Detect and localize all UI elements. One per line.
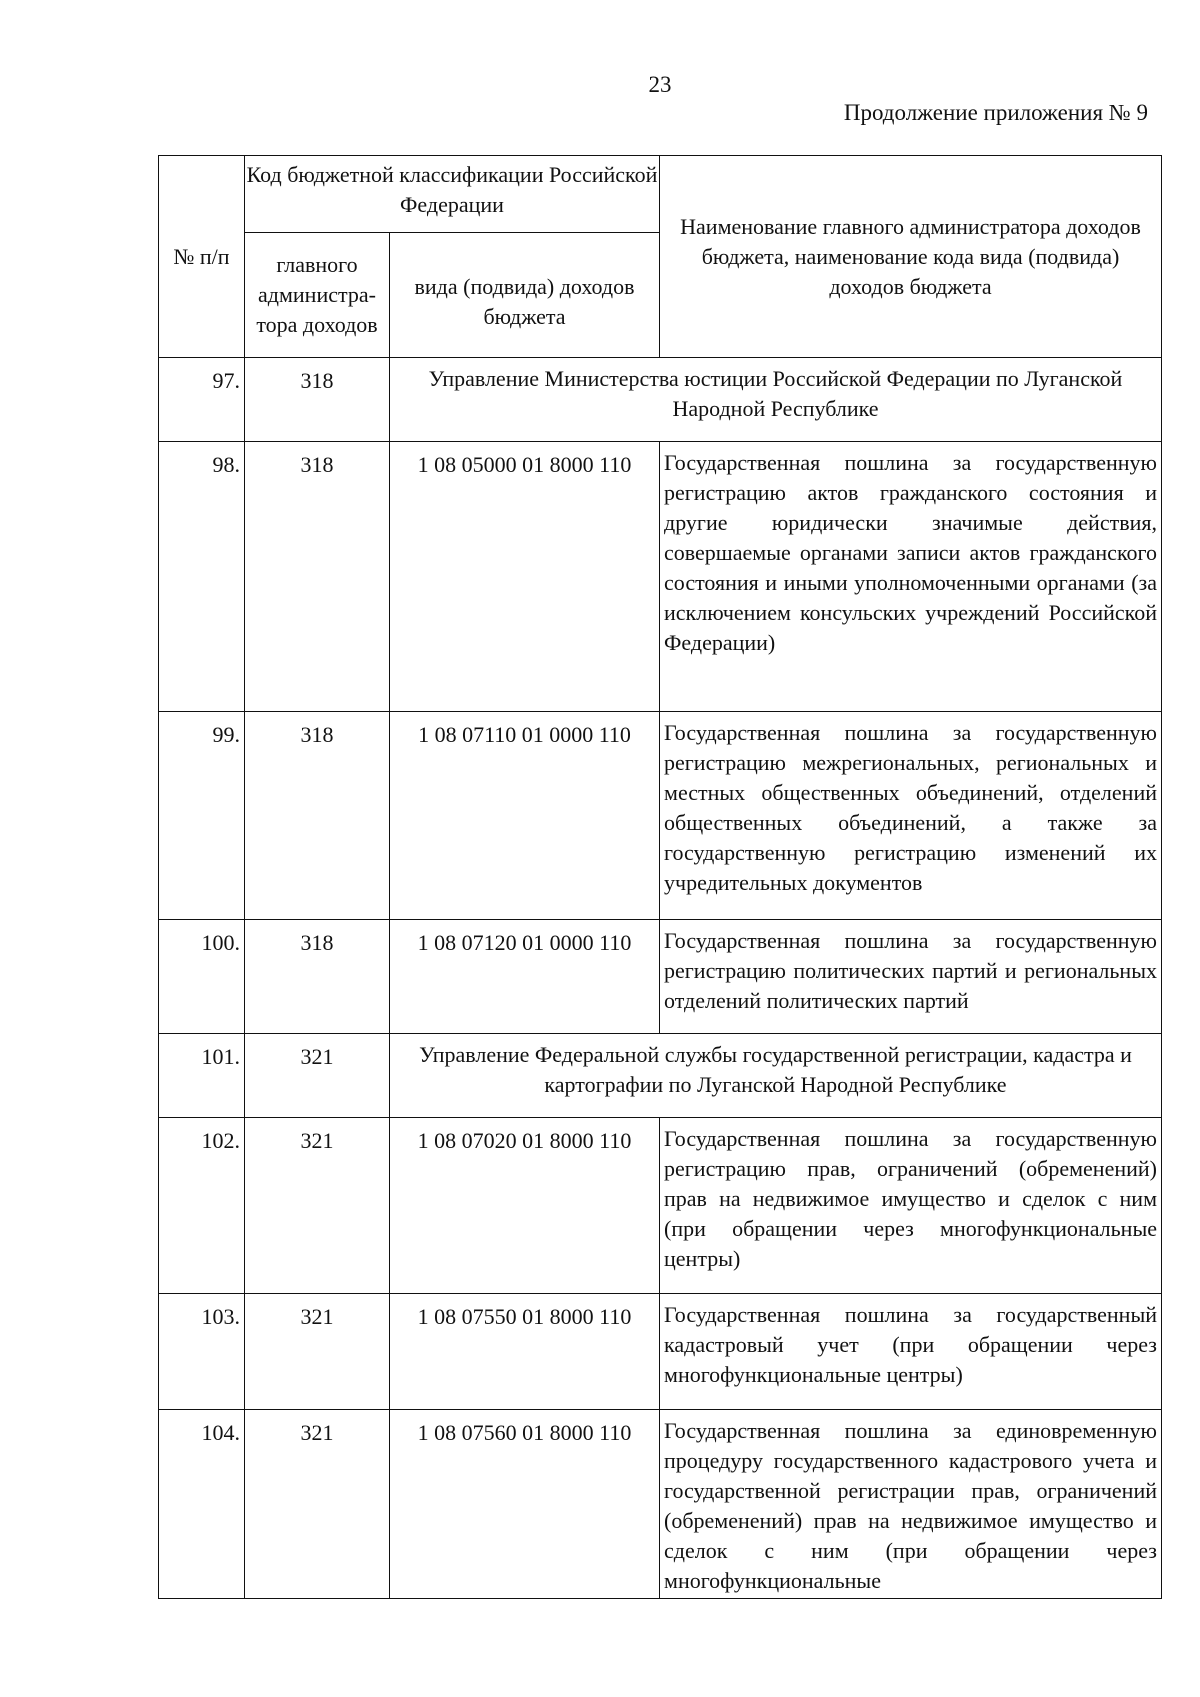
row-number: 98. (159, 442, 245, 712)
table-row (159, 712, 1162, 920)
table-row (159, 1294, 1162, 1410)
income-code: 1 08 07560 01 8000 110 (390, 1410, 660, 1599)
header-num: № п/п (159, 156, 245, 358)
income-description: Государственная пошлина за государственную регистрацию межрегиональных, региональных и местных общественных объединений, отделений общественных объединений, а также за государственную регистрацию изменений их учредительных документов (660, 712, 1162, 920)
table-section-row (159, 358, 1162, 442)
table-row (159, 1118, 1162, 1294)
table-row (159, 442, 1162, 712)
admin-code: 318 (245, 442, 390, 712)
income-description: Государственная пошлина за единовременную процедуру государственного кадастрового учета и государственной регистрации прав, ограничений (обременений) прав на недвижимое имущество и сделок с ним (при обращении через многофункциональные (660, 1410, 1162, 1599)
income-code: 1 08 07020 01 8000 110 (390, 1118, 660, 1294)
admin-code: 318 (245, 920, 390, 1034)
admin-code: 321 (245, 1034, 390, 1118)
table-row (159, 920, 1162, 1034)
budget-classification-table (158, 155, 1162, 1599)
row-number: 97. (159, 358, 245, 442)
continuation-label: Продолжение приложения № 9 (843, 100, 1148, 125)
header-name: Наименование главного администратора доходов бюджета, наименование кода вида (подвида) доходов бюджета (660, 156, 1162, 358)
admin-code: 318 (245, 358, 390, 442)
row-number: 101. (159, 1034, 245, 1118)
income-code: 1 08 07110 01 0000 110 (390, 712, 660, 920)
income-description: Государственная пошлина за государственную регистрацию прав, ограничений (обременений) прав на недвижимое имущество и сделок с ним (при обращении через многофункциональные центры) (660, 1118, 1162, 1294)
income-code: 1 08 07120 01 0000 110 (390, 920, 660, 1034)
income-description: Государственная пошлина за государственный кадастровый учет (при обращении через многофункциональные центры) (660, 1294, 1162, 1410)
table-header-row (159, 156, 1162, 233)
header-income-type: вида (подвида) доходов бюджета (390, 233, 660, 358)
income-description: Государственная пошлина за государственную регистрацию политических партий и региональных отделений политических партий (660, 920, 1162, 1034)
row-number: 99. (159, 712, 245, 920)
admin-code: 321 (245, 1118, 390, 1294)
header-admin: главного администра-тора доходов (245, 233, 390, 358)
income-code: 1 08 05000 01 8000 110 (390, 442, 660, 712)
page-number: 23 (648, 72, 672, 97)
row-number: 104. (159, 1410, 245, 1599)
row-number: 102. (159, 1118, 245, 1294)
section-title: Управление Федеральной службы государственной регистрации, кадастра и картографии по Луганской Народной Республике (390, 1034, 1162, 1118)
section-title: Управление Министерства юстиции Российской Федерации по Луганской Народной Республике (390, 358, 1162, 442)
row-number: 103. (159, 1294, 245, 1410)
income-code: 1 08 07550 01 8000 110 (390, 1294, 660, 1410)
income-description: Государственная пошлина за государственную регистрацию актов гражданского состояния и другие юридически значимые действия, совершаемые органами записи актов гражданского состояния и иными уполномоченными органами (за исключением консульских учреждений Российской Федерации) (660, 442, 1162, 712)
row-number: 100. (159, 920, 245, 1034)
table-section-row (159, 1034, 1162, 1118)
table-row (159, 1410, 1162, 1599)
admin-code: 321 (245, 1294, 390, 1410)
admin-code: 321 (245, 1410, 390, 1599)
header-code-group: Код бюджетной классификации Российской Федерации (245, 156, 660, 233)
admin-code: 318 (245, 712, 390, 920)
